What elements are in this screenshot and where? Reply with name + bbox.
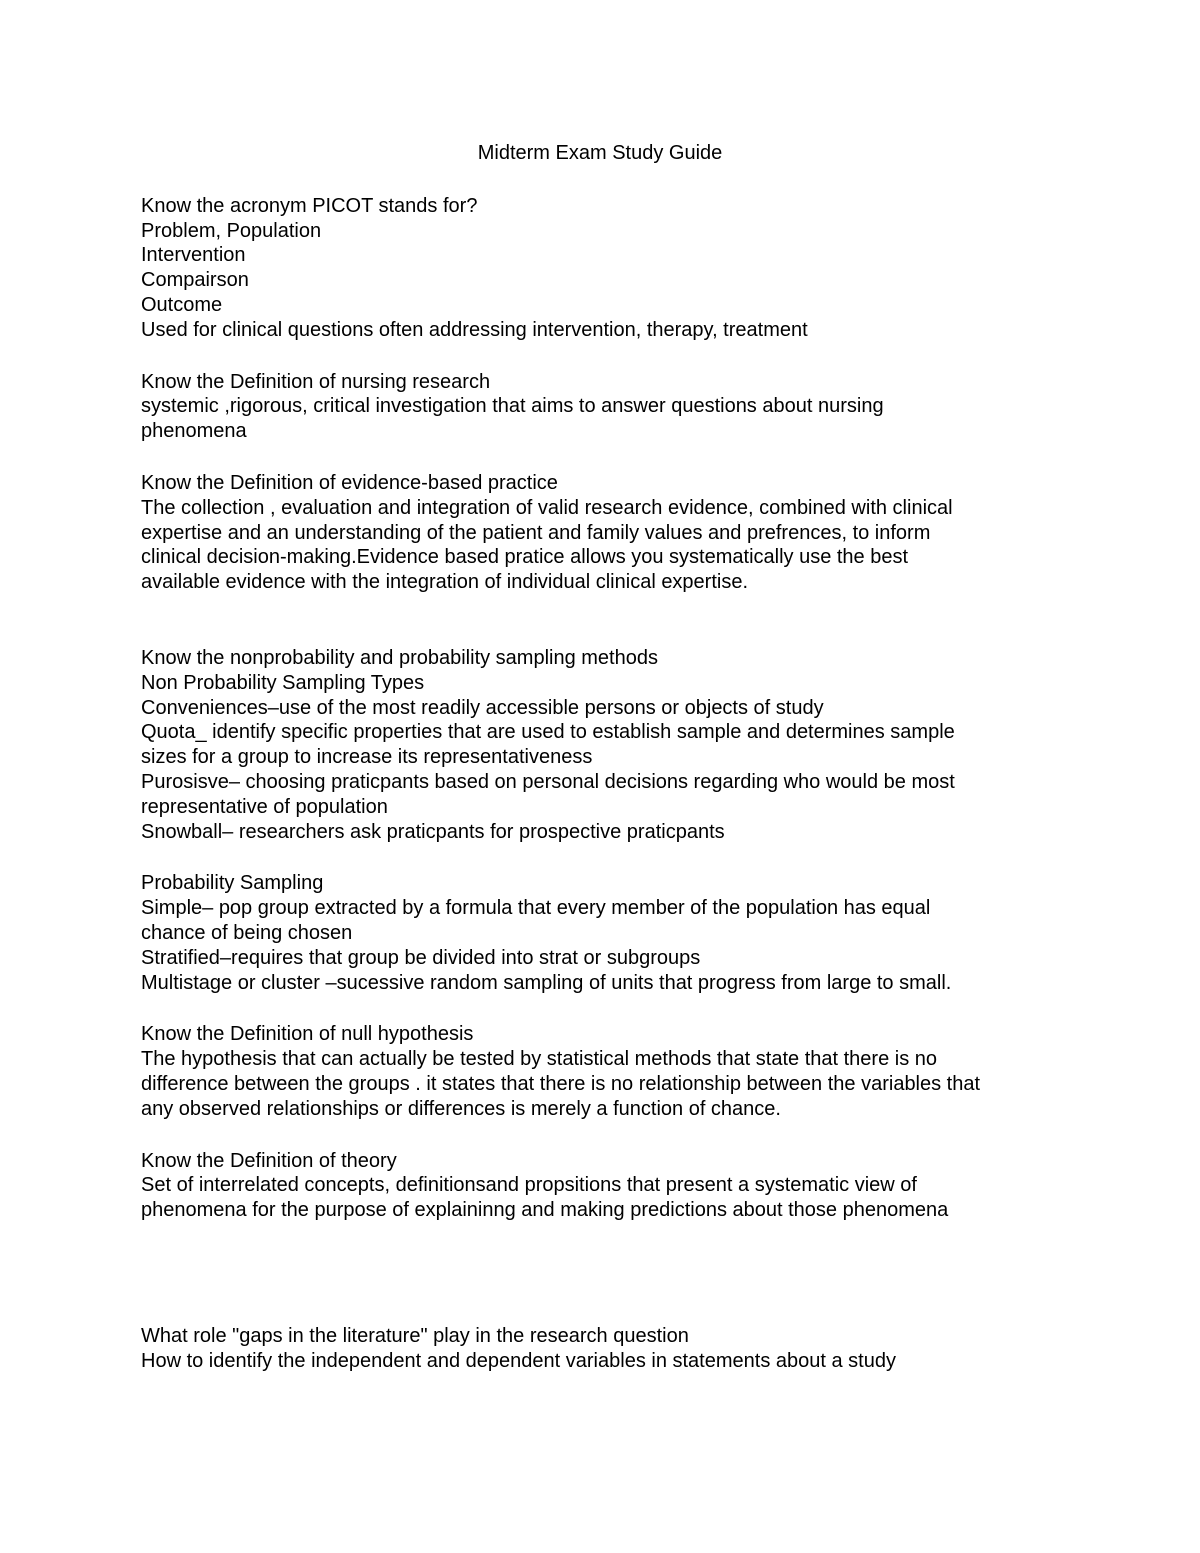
paragraph-line: available evidence with the integration of individual clinical expertise.	[141, 571, 749, 594]
section-picot	[141, 194, 1061, 343]
section-heading: Know the Definition of evidence-based practice	[141, 471, 558, 494]
paragraph-line: difference between the groups . it states that there is no relationship between the variables that	[141, 1072, 981, 1095]
section-heading: Know the acronym PICOT stands for?	[141, 194, 478, 217]
list-item: Problem, Population	[141, 219, 322, 242]
list-item: Intervention	[141, 244, 246, 267]
paragraph-line: The hypothesis that can actually be tested by statistical methods that state that there is no	[141, 1048, 938, 1071]
paragraph-line: sizes for a group to increase its representativeness	[141, 746, 593, 769]
list-item: Compairson	[141, 269, 249, 292]
section-heading: Know the nonprobability and probability sampling methods	[141, 646, 658, 669]
list-item: Used for clinical questions often addressing intervention, therapy, treatment	[141, 318, 808, 341]
section-nursing-research	[141, 370, 1061, 444]
paragraph-line: phenomena for the purpose of explaininng and making predictions about those phenomena	[141, 1199, 949, 1222]
subsection-heading: Non Probability Sampling Types	[141, 671, 425, 694]
section-evidence-based-practice	[141, 471, 1061, 595]
paragraph-line: clinical decision-making.Evidence based pratice allows you systematically use the best	[141, 546, 909, 569]
paragraph-line: Multistage or cluster –sucessive random sampling of units that progress from large to small.	[141, 971, 952, 994]
section-theory	[141, 1149, 1061, 1223]
paragraph-line: any observed relationships or differences is merely a function of chance.	[141, 1097, 781, 1120]
document-title: Midterm Exam Study Guide	[477, 142, 723, 164]
paragraph-line: Simple– pop group extracted by a formula that every member of the population has equal	[141, 897, 931, 920]
paragraph-line: Set of interrelated concepts, definitionsand propsitions that present a systematic view of	[141, 1174, 917, 1197]
question-line: What role "gaps in the literature" play in the research question	[141, 1324, 689, 1347]
section-heading: Know the Definition of theory	[141, 1149, 397, 1172]
paragraph-line: Purosisve– choosing praticpants based on personal decisions regarding who would be most	[141, 770, 955, 793]
section-sampling	[141, 646, 1061, 995]
section-heading: Know the Definition of null hypothesis	[141, 1023, 474, 1046]
paragraph-line: Conveniences–use of the most readily accessible persons or objects of study	[141, 696, 824, 719]
list-item: Outcome	[141, 293, 223, 316]
paragraph-line: Quota_ identify specific properties that are used to establish sample and determines sample	[141, 721, 955, 744]
question-line: How to identify the independent and dependent variables in statements about a study	[141, 1349, 896, 1372]
paragraph-line: systemic ,rigorous, critical investigation that aims to answer questions about nursing	[141, 395, 884, 418]
section-null-hypothesis	[141, 1022, 1061, 1121]
paragraph-line: Stratified–requires that group be divided into strat or subgroups	[141, 946, 701, 969]
section-heading: Know the Definition of nursing research	[141, 370, 491, 393]
paragraph-line: expertise and an understanding of the patient and family values and prefrences, to inform	[141, 521, 931, 544]
document-body	[141, 141, 1061, 1373]
subsection-heading: Probability Sampling	[141, 872, 324, 895]
paragraph-line: Snowball– researchers ask praticpants for prospective praticpants	[141, 820, 725, 843]
section-questions	[141, 1324, 1061, 1374]
paragraph-line: phenomena	[141, 420, 247, 443]
paragraph-line: representative of population	[141, 795, 388, 818]
paragraph-line: The collection , evaluation and integration of valid research evidence, combined with clinical	[141, 496, 953, 519]
paragraph-line: chance of being chosen	[141, 921, 353, 944]
